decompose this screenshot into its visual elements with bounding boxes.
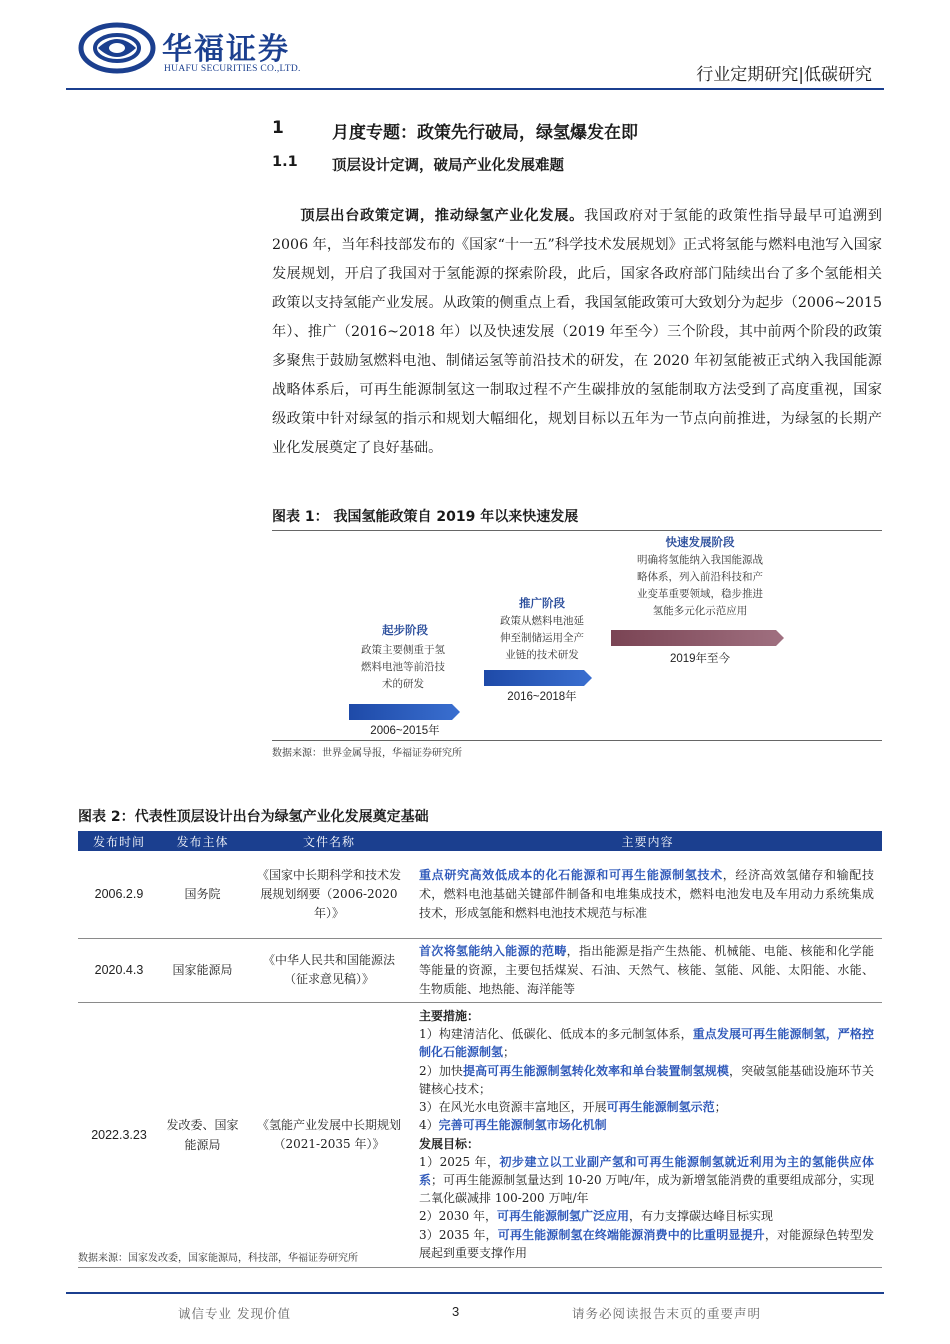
goal-2 <box>419 1207 874 1225</box>
measure-2 <box>419 1062 874 1098</box>
subsection-number: 1.1 <box>272 154 298 170</box>
stage3-desc-line2: 略体系，列入前沿科技和产 <box>637 571 763 583</box>
stage2-desc-line3: 业链的技术研发 <box>505 649 579 661</box>
row-document: 《中华人民共和国能源法（征求意见稿）》 <box>245 938 413 1002</box>
header-document: 文件名称 <box>245 831 413 851</box>
stage3-arrow <box>611 630 784 646</box>
policy-table <box>78 831 882 1268</box>
goal-1-text: 1）2025 年， <box>419 1154 500 1169</box>
measure-3-text: 3）在风光水电资源丰富地区，开展 <box>419 1100 607 1115</box>
row-org: 国家能源局 <box>160 938 245 1002</box>
stage1-desc-line2: 燃料电池等前沿技 <box>361 661 445 673</box>
content-text: ，指出能源是指产生热能、机械能、电能、核能和化学能等能量的资源，主要包括煤炭、石油、天然气、核能、氢能、风能、太阳能、水能、生物质能、地热能、海洋能等 <box>419 943 874 996</box>
goal-3-end: ，对能源绿色转型发展起到重要支撑作用 <box>419 1227 874 1260</box>
logo-english-name: HUAFU SECURITIES CO.,LTD. <box>164 64 301 74</box>
goal-2-end: ，有力支撑碳达峰目标实现 <box>629 1209 774 1224</box>
row-document: 《氢能产业发展中长期规划（2021-2035 年）》 <box>245 1002 413 1267</box>
table-row <box>78 1002 882 1267</box>
stage3-period: 2019年至今 <box>669 653 731 665</box>
content-highlight: 重点研究高效低成本的化石能源和可再生能源制氢技术 <box>419 867 723 882</box>
table-row <box>78 851 882 938</box>
stage1-period: 2006~2015年 <box>370 725 440 737</box>
row-org: 国务院 <box>160 851 245 938</box>
goal-3-text: 3）2035 年， <box>419 1227 498 1242</box>
measure-2-end: ，突破氢能基础设施环节关键核心技术； <box>419 1063 874 1096</box>
content-highlight: 首次将氢能纳入能源的范畴 <box>419 943 567 958</box>
logo-chinese-name: 华福证券 <box>162 32 290 67</box>
section-title: 月度专题：政策先行破局，绿氢爆发在即 <box>332 123 638 143</box>
goal-1-end: ；可再生能源制氢量达到 10-20 万吨/年，成为新增氢能消费的重要组成部分，实现二氧化碳减排 100-200 万吨/年 <box>419 1172 874 1206</box>
stage1-desc-line3: 术的研发 <box>382 678 424 690</box>
measures-heading: 主要措施： <box>419 1009 480 1024</box>
stage2-desc-line2: 伸至制储运用全产 <box>500 632 584 644</box>
table-header-row <box>78 831 882 851</box>
header-content: 主要内容 <box>413 831 882 851</box>
stage3-description <box>600 552 800 620</box>
footer-disclaimer: 请务必阅读报告末页的重要声明 <box>572 1306 762 1321</box>
row-date: 2022.3.23 <box>78 1002 160 1267</box>
stage1-arrow <box>349 704 460 720</box>
header-org: 发布主体 <box>160 831 245 851</box>
measure-2-text: 2）加快 <box>419 1063 463 1078</box>
row-date: 2006.2.9 <box>78 851 160 938</box>
measure-1-highlight: 重点发展可再生能源制氢，严格控制化石能源制氢 <box>419 1027 874 1060</box>
row-content <box>413 938 882 1002</box>
subsection-title: 顶层设计定调，破局产业化发展难题 <box>332 158 564 174</box>
stage1-desc-line1: 政策主要侧重于氢 <box>361 644 445 656</box>
goal-1 <box>419 1153 874 1208</box>
goal-2-highlight: 可再生能源制氢广泛应用 <box>497 1209 630 1224</box>
figure1-source: 数据来源：世界金属导报，华福证券研究所 <box>272 748 462 759</box>
measure-4-text: 4） <box>419 1118 439 1133</box>
figure1-bottom-rule <box>272 740 882 741</box>
goal-2-text: 2）2030 年， <box>419 1209 497 1224</box>
page-number: 3 <box>452 1304 460 1319</box>
figure2-source: 数据来源：国家发改委，国家能源局，科技部，华福证券研究所 <box>78 1253 358 1264</box>
stage3-desc-line1: 明确将氢能纳入我国能源战 <box>637 554 763 566</box>
table-row <box>78 938 882 1002</box>
measure-1-end: ； <box>503 1045 516 1060</box>
stage2-period: 2016~2018年 <box>507 691 577 703</box>
measure-1-text: 1）构建清洁化、低碳化、低成本的多元制氢体系， <box>419 1027 693 1042</box>
header-date: 发布时间 <box>78 831 160 851</box>
stage2-title: 推广阶段 <box>519 596 565 610</box>
figure1-title: 图表 1： 我国氢能政策自 2019 年以来快速发展 <box>272 509 579 525</box>
report-type: 行业定期研究|低碳研究 <box>696 65 872 85</box>
footer-slogan: 诚信专业 发现价值 <box>178 1306 291 1321</box>
goals-heading: 发展目标： <box>419 1136 480 1151</box>
stage3-desc-line3: 业变革重要领域，稳步推进 <box>637 588 763 600</box>
goal-3-highlight: 可再生能源制氢在终端能源消费中的比重明显提升 <box>497 1227 765 1242</box>
stage2-description <box>452 613 632 664</box>
row-date: 2020.4.3 <box>78 938 160 1002</box>
row-document: 《国家中长期科学和技术发展规划纲要（2006-2020 年）》 <box>245 851 413 938</box>
stage1-title: 起步阶段 <box>382 623 428 637</box>
row-org: 发改委、国家能源局 <box>160 1002 245 1267</box>
measure-4-highlight: 完善可再生能源制氢市场化机制 <box>438 1118 607 1133</box>
section-number: 1 <box>272 118 284 138</box>
paragraph-lead: 顶层出台政策定调，推动绿氢产业化发展。 <box>300 208 585 224</box>
stage3-title: 快速发展阶段 <box>665 535 735 549</box>
measure-3-end: ； <box>714 1100 727 1115</box>
goal-3 <box>419 1226 874 1262</box>
measure-4 <box>419 1116 874 1134</box>
stage2-arrow <box>484 670 592 686</box>
row-content <box>413 851 882 938</box>
footer-divider <box>66 1292 884 1294</box>
stage2-desc-line1: 政策从燃料电池延 <box>500 615 584 627</box>
measure-1 <box>419 1025 874 1061</box>
stage3-desc-line4: 氢能多元化示范应用 <box>652 605 748 617</box>
paragraph-body: 我国政府对于氢能的政策性指导最早可追溯到 2006 年，当年科技部发布的《国家“十一五”科学技术发展规划》正式将氢能与燃料电池写入国家发展规划，开启了我国对于氢能源的探索阶段，此后，国家各政府部门陆续出台了多个氢能相关政策以支持氢能产业发展。从政策的侧重点上看，我国氢能政策可大致划分为起步（2006~2015 年）、推广（2016~2018 年）以及快速发展（2019 年至今）三个阶段，其中前两个阶段的政策多聚焦于鼓励氢燃料电池、制储运氢等前沿技术的研发，在 2020 年初氢能被正式纳入我国能源战略体系后，可再生能源制氢这一制取过程不产生碳排放的氢能制取方法受到了高度重视，国家级政策中针对绿氢的指示和规划大幅细化，规划目标以五年为一节点向前推进，为绿氢的长期产业化发展奠定了良好基础。 <box>272 208 882 456</box>
measure-3 <box>419 1098 874 1116</box>
figure2-title: 图表 2：代表性顶层设计出台为绿氢产业化发展奠定基础 <box>78 809 429 825</box>
row-content <box>413 1002 882 1267</box>
measure-3-highlight: 可再生能源制氢示范 <box>606 1100 715 1115</box>
content-text: ，经济高效氢储存和输配技术，燃料电池基础关键部件制备和电堆集成技术，燃料电池发电及车用动力系统集成技术，形成氢能和燃料电池技术规范与标准 <box>419 867 874 920</box>
measure-2-highlight: 提高可再生能源制氢转化效率和单台装置制氢规模 <box>463 1063 729 1078</box>
goal-1-highlight: 初步建立以工业副产氢和可再生能源制氢就近利用为主的氢能供应体系 <box>419 1154 874 1187</box>
